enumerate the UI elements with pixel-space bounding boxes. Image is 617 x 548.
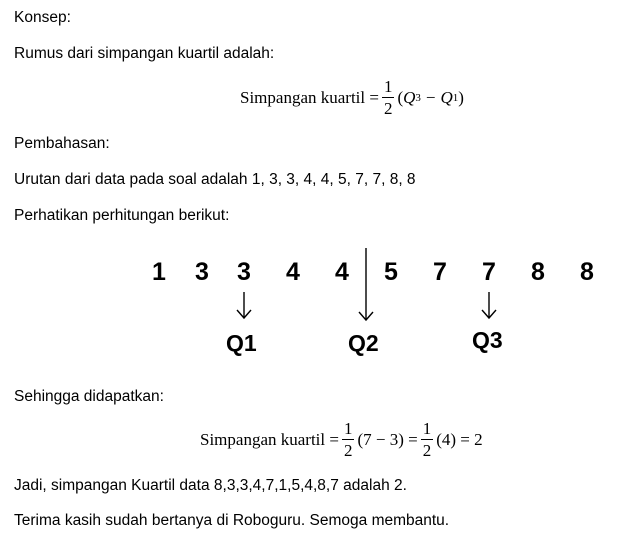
q3-label: Q3 bbox=[472, 327, 503, 353]
fraction-denominator: 2 bbox=[422, 441, 432, 460]
pembahasan-heading: Pembahasan: bbox=[14, 135, 110, 152]
perhatikan-text: Perhatikan perhitungan berikut: bbox=[14, 207, 230, 224]
sehingga-text: Sehingga didapatkan: bbox=[14, 388, 164, 405]
data-value: 4 bbox=[286, 258, 300, 286]
formula-result bbox=[200, 420, 483, 459]
urutan-text: Urutan dari data pada soal adalah 1, 3, 3, 4, 4, 5, 7, 7, 8, 8 bbox=[14, 171, 416, 188]
data-value: 4 bbox=[335, 258, 349, 286]
fraction-numerator: 1 bbox=[422, 419, 432, 438]
q2-label: Q2 bbox=[348, 330, 379, 356]
fraction-numerator: 1 bbox=[383, 77, 393, 96]
terima-text: Terima kasih sudah bertanya di Roboguru. Semoga membantu. bbox=[14, 512, 450, 529]
data-value: 7 bbox=[433, 258, 447, 286]
q1-symbol: Q bbox=[440, 87, 453, 107]
konsep-heading: Konsep: bbox=[14, 9, 71, 26]
data-value: 5 bbox=[384, 258, 398, 286]
fraction-numerator: 1 bbox=[343, 419, 353, 438]
jadi-text: Jadi, simpangan Kuartil data 8,3,3,4,7,1,5,4,8,7 adalah 2. bbox=[14, 477, 407, 494]
fraction-denominator: 2 bbox=[383, 99, 393, 118]
data-value: 3 bbox=[195, 258, 209, 286]
paren-open: ( bbox=[397, 87, 404, 107]
formula-lhs: Simpangan kuartil = bbox=[240, 87, 379, 107]
q3-subscript: 3 bbox=[415, 91, 421, 104]
data-value: 8 bbox=[531, 258, 545, 286]
minus-sign: − bbox=[425, 87, 436, 107]
q1-subscript: 1 bbox=[452, 91, 459, 104]
formula2-lhs: Simpangan kuartil = bbox=[200, 429, 339, 449]
fraction-half bbox=[342, 420, 355, 459]
data-value: 8 bbox=[580, 258, 594, 286]
q3-symbol: Q bbox=[403, 87, 416, 107]
data-value: 7 bbox=[482, 258, 496, 286]
data-value: 3 bbox=[237, 258, 251, 286]
fraction-denominator: 2 bbox=[343, 441, 353, 460]
formula2-part1: (7 − 3) = bbox=[357, 429, 418, 449]
rumus-intro: Rumus dari simpangan kuartil adalah: bbox=[14, 45, 275, 62]
fraction-half bbox=[421, 420, 434, 459]
data-value: 1 bbox=[152, 258, 166, 286]
formula2-part2: (4) = 2 bbox=[436, 429, 483, 449]
paren-close: ) bbox=[458, 87, 464, 107]
q1-label: Q1 bbox=[226, 330, 257, 356]
